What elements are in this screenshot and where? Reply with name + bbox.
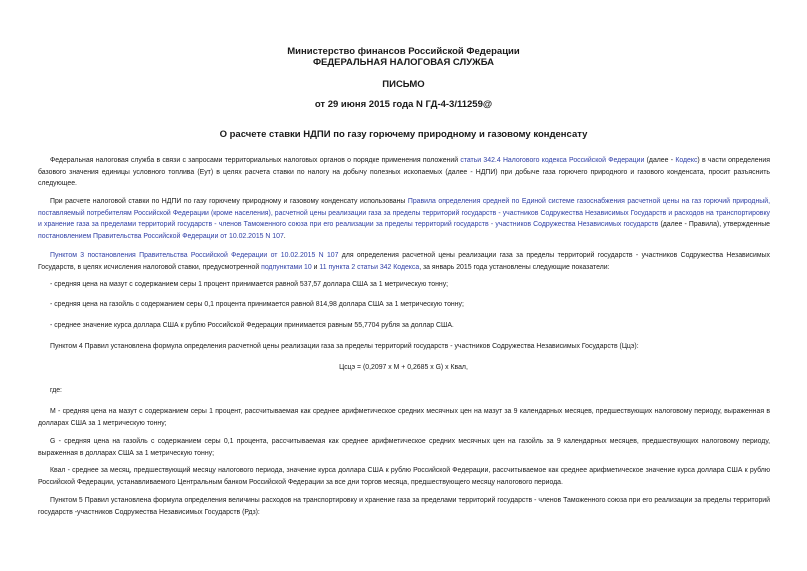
link-article-342-4[interactable]: статьи 342.4 Налогового кодекса Российской Федерации bbox=[460, 157, 645, 164]
formula: Цсцэ = (0,2097 x M + 0,2685 x G) x Квал, bbox=[339, 364, 468, 371]
paragraph-text: и bbox=[311, 263, 320, 271]
paragraph-indicators bbox=[38, 250, 770, 273]
document-date-number: от 29 июня 2015 года N ГД-4-3/11259@ bbox=[314, 99, 493, 110]
paragraph-text: для определения расчетной цены реализации газа за пределы территорий государств - участников Содружества Независимых Государств, в целях исчисления налоговой ставки, предусмотренной bbox=[38, 252, 770, 271]
list-item: - среднее значение курса доллара США к рублю Российской Федерации принимается равным 55,7704 рубля за доллар США. bbox=[50, 322, 454, 329]
paragraph-text: ) в части определения базового значения единицы условного топлива (Еут) в целях расчета ставки по налогу на добычу полезных ископаемых (далее - НДПИ) при добыче газа горючего природного и газового конденсата, просит разъяснить следующее. bbox=[38, 157, 771, 187]
link-resolution-107[interactable]: постановлением Правительства Российской Федерации от 10.02.2015 N 107 bbox=[38, 232, 284, 240]
paragraph-text: . bbox=[283, 232, 286, 240]
definition-g: G - средняя цена на газойль с содержанием серы 0,1 процента, рассчитываемая как среднее арифметическое средних месячных цен на газойль за 9 календарных месяцев, предшествующих налоговому периоду, выраженная в долларах США за 1 метрическую тонну; bbox=[38, 438, 770, 457]
list-item: - средняя цена на газойль с содержанием серы 0,1 процента принимается равной 814,98 доллара США за 1 метрическую тонну; bbox=[50, 301, 464, 308]
paragraph-intro bbox=[38, 155, 770, 190]
paragraph-text: (далее - bbox=[644, 157, 676, 164]
paragraph-rules bbox=[38, 196, 770, 242]
paragraph-text: (далее - Правила), утвержденные bbox=[658, 221, 770, 228]
link-rules[interactable]: Правила определения средней по Единой системе газоснабжения расчетной цены на газ горючий природный, поставляемый потребителям Российской Федерации (кроме населения), расчетной цены реализации газа за пределы территорий государств - участников Содружества Независимых Государств и расходов на транспортировку и хранение газа за пределами территорий государств - членов Таможенного союза при его реализации за пределы территорий государств - участников Содружества Независимых государств bbox=[38, 198, 770, 228]
service-title: ФЕДЕРАЛЬНАЯ НАЛОГОВАЯ СЛУЖБА bbox=[312, 57, 495, 68]
list-item: - средняя цена на мазут с содержанием серы 1 процент принимается равной 537,57 доллара США за 1 метрическую тонну; bbox=[50, 281, 449, 288]
document-type: ПИСЬМО bbox=[382, 79, 425, 90]
link-article-342[interactable]: 11 пункта 2 статьи 342 Кодекса bbox=[319, 263, 420, 271]
paragraph-transport: Пунктом 5 Правил установлена формула определения величины расходов на транспортировку и хранение газа за пределами территорий государств - членов Таможенного союза при его реализации за пределы территорий государств -участников Содружества Независимых Государств (Рдз): bbox=[38, 497, 770, 516]
paragraph-formula-intro: Пунктом 4 Правил установлена формула определения расчетной цены реализации газа за пределы территорий государств - участников Содружества Независимых Государств (Ццэ): bbox=[50, 343, 639, 350]
where-label: где: bbox=[50, 387, 62, 394]
ministry-title: Министерство финансов Российской Федерации bbox=[287, 46, 520, 57]
paragraph-text: Федеральная налоговая служба в связи с запросами территориальных налоговых органов о порядке применения положений bbox=[50, 157, 461, 164]
document-subject: О расчете ставки НДПИ по газу горючему природному и газовому конденсату bbox=[219, 129, 588, 140]
definition-kval: Квал - среднее за месяц, предшествующий месяцу налогового периода, значение курса доллара США к рублю Российской Федерации, рассчитываемое как среднее арифметическое значение курса доллара США к рублю Российской Федерации, устанавливаемого Центральным банком Российской Федерации за все дни торгов месяца, предшествующего месяцу налогового периода. bbox=[38, 467, 770, 486]
definition-m: М - средняя цена на мазут с содержанием серы 1 процент, рассчитываемая как среднее арифметическое средних месячных цен на мазут за 9 календарных месяцев, предшествующих налоговому периоду, выраженная в долларах США за 1 метрическую тонну; bbox=[38, 408, 770, 427]
link-resolution-point-3[interactable]: Пунктом 3 постановления Правительства Российской Федерации от 10.02.2015 N 107 bbox=[50, 252, 339, 259]
paragraph-text: При расчете налоговой ставки по НДПИ по газу горючему природному и газовому конденсату использованы bbox=[50, 198, 408, 205]
link-code[interactable]: Кодекс bbox=[675, 157, 698, 164]
paragraph-text: , за январь 2015 года установлены следующие показатели: bbox=[419, 263, 610, 271]
link-subparagraph-10[interactable]: подпунктами 10 bbox=[261, 263, 312, 271]
